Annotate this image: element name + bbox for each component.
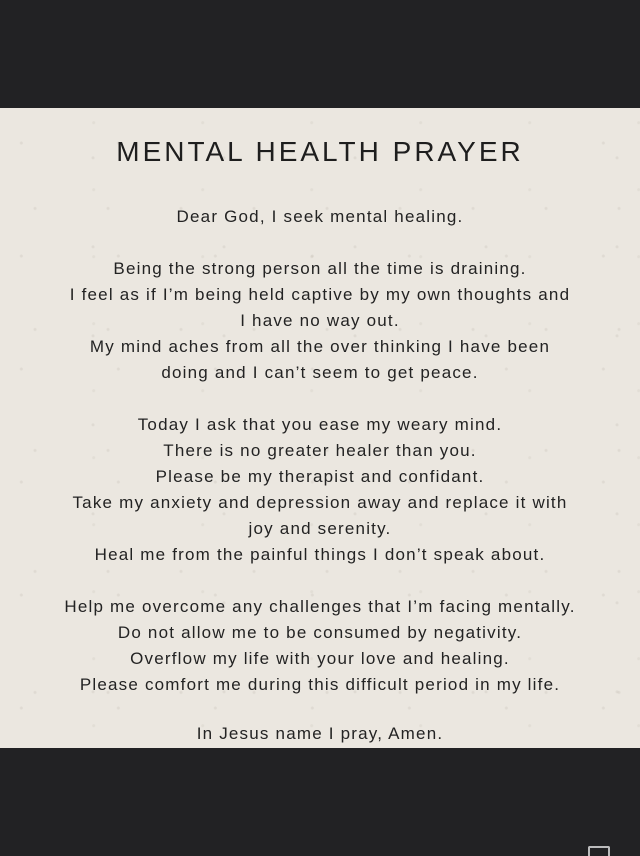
prayer-line: Take my anxiety and depression away and replace it with (72, 493, 568, 512)
paragraph-gap (0, 568, 640, 594)
prayer-body (0, 204, 640, 698)
prayer-line: joy and serenity. (248, 519, 392, 538)
prayer-line: There is no greater healer than you. (163, 441, 477, 460)
prayer-line: Overflow my life with your love and healing. (130, 649, 510, 668)
paragraph-gap (0, 386, 640, 412)
page-title: MENTAL HEALTH PRAYER (116, 136, 524, 167)
prayer-line: Dear God, I seek mental healing. (176, 207, 464, 226)
prayer-line: Today I ask that you ease my weary mind. (137, 415, 503, 434)
prayer-line: Being the strong person all the time is draining. (113, 259, 527, 278)
prayer-line: Help me overcome any challenges that I’m facing mentally. (64, 597, 576, 616)
prayer-line: doing and I can’t seem to get peace. (161, 363, 479, 382)
prayer-card (0, 108, 640, 748)
prayer-line: I have no way out. (240, 311, 400, 330)
prayer-line: I feel as if I’m being held captive by my own thoughts and (69, 285, 571, 304)
expand-icon[interactable] (588, 846, 610, 856)
prayer-line: Heal me from the painful things I don’t speak about. (94, 545, 546, 564)
closing-line: In Jesus name I pray, Amen. (196, 724, 444, 743)
prayer-line: My mind aches from all the over thinking I have been (89, 337, 551, 356)
paragraph-gap (0, 230, 640, 256)
prayer-line: Please comfort me during this difficult period in my life. (79, 675, 561, 694)
prayer-line: Please be my therapist and confidant. (155, 467, 485, 486)
prayer-line: Do not allow me to be consumed by negativity. (117, 623, 523, 642)
